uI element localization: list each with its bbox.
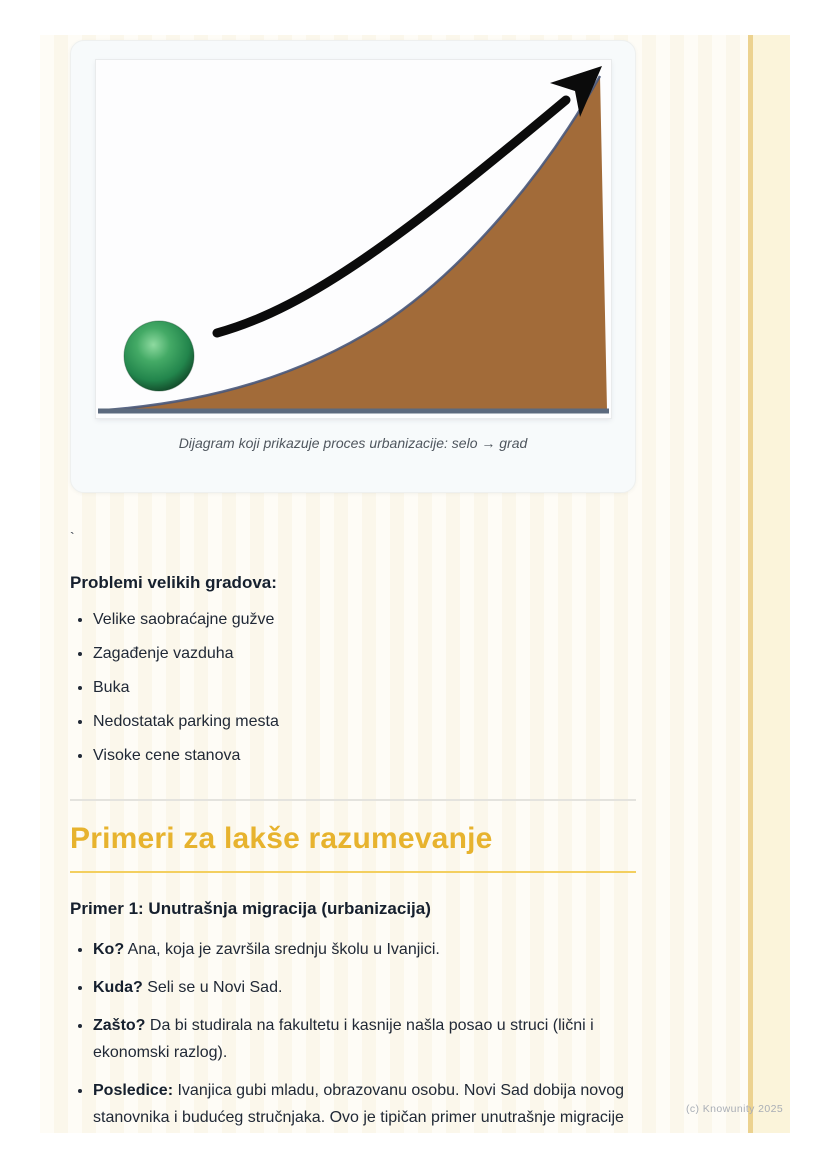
list-item-text: Da bi studirala na fakultetu i kasnije našla posao u struci (lični i ekonomski razlog). [93, 1017, 594, 1061]
list-item-lead: Ko? [93, 941, 125, 958]
watermark: (c) Knowunity 2025 [686, 1103, 784, 1115]
section-title: Primeri za lakše razumevanje [70, 822, 493, 855]
section-divider [70, 799, 636, 801]
document-sheet [40, 35, 790, 1133]
list-item-lead: Posledice: [93, 1082, 174, 1099]
document-content [70, 35, 636, 1142]
problems-heading: Problemi velikih gradova: [70, 573, 277, 592]
list-item-text: Ivanjica gubi mladu, obrazovanu osobu. Novi Sad dobija novog stanovnika i budućeg stručnjaka. Ovo je tipičan primer unutrašnje migracije [93, 1082, 624, 1126]
list-item [93, 1012, 636, 1066]
stray-backtick: ` [70, 529, 75, 545]
list-item [93, 974, 636, 1001]
list-item-text: Seli se u Novi Sad. [147, 979, 283, 996]
example1-list [70, 936, 636, 1131]
figure-caption: Dijagram koji prikazuje proces urbanizacije: selo → grad [178, 435, 528, 451]
list-item-text: Ana, koja je završila srednju školu u Ivanjici. [127, 941, 440, 958]
green-ball [124, 321, 194, 391]
right-margin-strip [753, 35, 790, 1133]
list-item: • Zagađenje vazduha [93, 644, 636, 664]
problems-list [70, 610, 636, 766]
example1-heading: Primer 1: Unutrašnja migracija (urbanizacija) [70, 899, 431, 918]
list-item: • Velike saobraćajne gužve [93, 610, 636, 630]
list-item: • Visoke cene stanova [93, 746, 636, 766]
list-item: • Buka [93, 678, 636, 698]
list-item-lead: Kuda? [93, 979, 143, 996]
accent-vertical-line [748, 35, 753, 1133]
list-item-lead: Zašto? [93, 1017, 146, 1034]
list-item [93, 936, 636, 963]
hill-ball-arrow-illustration [96, 60, 611, 418]
figure-card [70, 40, 636, 493]
list-item [93, 1077, 636, 1131]
urbanization-diagram-image [96, 60, 611, 418]
section-title-underline [70, 822, 636, 873]
list-item: • Nedostatak parking mesta [93, 712, 636, 732]
